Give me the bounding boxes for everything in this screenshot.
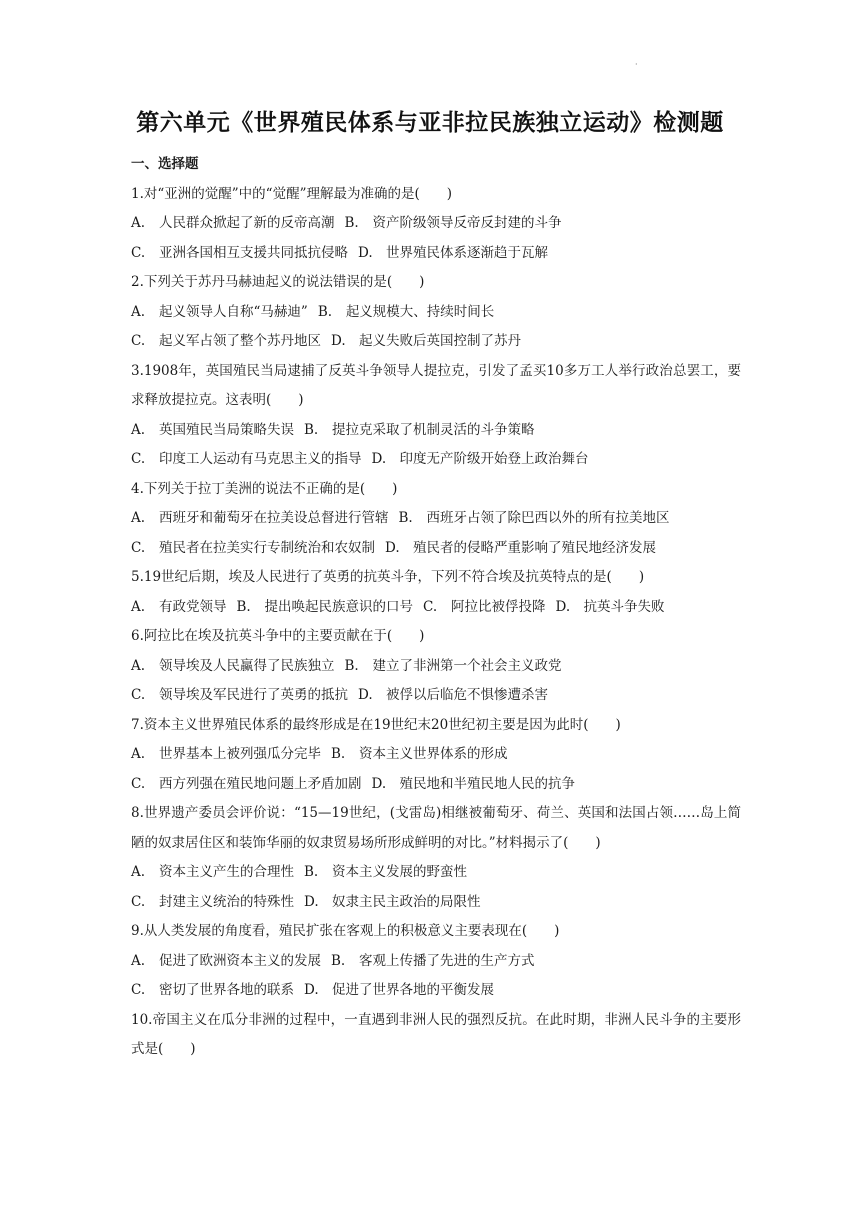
question-stem: 4.下列关于拉丁美洲的说法不正确的是( ) (131, 480, 398, 497)
question-stem: 8.世界遗产委员会评价说：“15—19世纪，(戈雷岛)相继被葡萄牙、荷兰、英国和法国占领……岛上简陋的奴隶居住区和装饰华丽的奴隶贸易场所形成鲜明的对比。”材料揭示了( ) (131, 805, 741, 851)
option-text: 殖民者的侵略严重影响了殖民地经济发展 (413, 539, 656, 556)
option-letter: D. (304, 893, 319, 910)
option-letter: B. (331, 952, 346, 969)
option-letter: C. (423, 598, 438, 615)
option-row (131, 770, 741, 800)
option-letter: A. (131, 421, 146, 438)
option-letter: A. (131, 952, 146, 969)
question-item (131, 1006, 741, 1065)
option-text: 起义规模大、持续时间长 (345, 303, 495, 320)
option-letter: C. (131, 893, 146, 910)
option-letter: B. (304, 864, 319, 880)
option-letter: B. (317, 303, 333, 320)
option-text: 资本主义产生的合理性 (159, 864, 294, 880)
option-text: 人民群众掀起了新的反帝高潮 (159, 215, 335, 231)
option-row (131, 976, 741, 1006)
option-letter: A. (131, 215, 146, 231)
option-letter: D. (371, 451, 387, 467)
option-text: 世界基本上被列强瓜分完毕 (159, 746, 321, 762)
option-row (131, 681, 741, 711)
option-row (131, 740, 741, 770)
option-letter: D. (385, 539, 400, 556)
question-item (131, 711, 741, 800)
option-row (131, 327, 741, 357)
section-heading: 一、选择题 (131, 156, 199, 172)
question-list (131, 150, 741, 1065)
question-item (131, 268, 741, 357)
option-letter: C. (131, 775, 146, 792)
option-text: 印度工人运动有马克思主义的指导 (159, 451, 362, 467)
option-row (131, 239, 741, 269)
option-text: 资本主义发展的野蛮性 (332, 864, 467, 880)
option-row (131, 445, 741, 475)
option-text: 促进了欧洲资本主义的发展 (159, 952, 321, 969)
option-text: 起义军占领了整个苏丹地区 (159, 333, 321, 349)
question-item (131, 917, 741, 1006)
option-letter: C. (131, 539, 146, 556)
question-stem: 6.阿拉比在埃及抗英斗争中的主要贡献在于( ) (131, 628, 425, 644)
option-text: 殖民者在拉美实行专制统治和农奴制 (159, 539, 375, 556)
option-text: 客观上传播了先进的生产方式 (359, 952, 535, 969)
option-row (131, 209, 741, 239)
option-text: 亚洲各国相互支援共同抵抗侵略 (159, 244, 348, 261)
option-text: 起义领导人自称“马赫迪” (159, 303, 308, 320)
option-text: 起义失败后英国控制了苏丹 (359, 333, 521, 349)
option-letter: A. (131, 864, 146, 880)
option-text: 建立了非洲第一个社会主义政党 (372, 657, 562, 674)
option-text: 领导埃及军民进行了英勇的抵抗 (159, 687, 348, 703)
option-text: 封建主义统治的特殊性 (159, 893, 294, 910)
option-text: 英国殖民当局策略失误 (159, 421, 294, 438)
option-letter: C. (131, 333, 146, 349)
option-row (131, 504, 741, 534)
option-letter: C. (131, 244, 146, 261)
option-letter: A. (131, 746, 146, 762)
option-letter: D. (331, 333, 346, 349)
option-text: 西班牙和葡萄牙在拉美设总督进行管辖 (159, 510, 389, 526)
option-letter: D. (358, 244, 373, 261)
option-text: 殖民地和半殖民地人民的抗争 (399, 775, 575, 792)
questions-container (131, 180, 741, 1065)
option-letter: D. (371, 775, 387, 792)
option-text: 西方列强在殖民地问题上矛盾加剧 (159, 775, 362, 792)
option-letter: B. (304, 421, 319, 438)
option-text: 领导埃及人民赢得了民族独立 (159, 657, 335, 674)
question-stem: 1.对“亚洲的觉醒”中的“觉醒”理解最为准确的是( ) (131, 185, 453, 202)
question-item (131, 799, 741, 917)
option-letter: C. (131, 451, 146, 467)
page-title: 第六单元《世界殖民体系与亚非拉民族独立运动》检测题 (136, 110, 724, 136)
option-letter: A. (131, 303, 146, 320)
question-stem: 3.1908年，英国殖民当局逮捕了反英斗争领导人提拉克，引发了孟买10多万工人举行政治总罢工，要求释放提拉克。这表明( ) (131, 362, 741, 408)
option-text: 被俘以后临危不惧惨遭杀害 (386, 687, 548, 703)
option-row (131, 858, 741, 888)
option-letter: B. (331, 746, 346, 762)
question-stem: 5.19世纪后期，埃及人民进行了英勇的抗英斗争，下列不符合埃及抗英特点的是( ) (131, 569, 645, 585)
option-text: 提出唤起民族意识的口号 (264, 598, 413, 615)
option-letter: D. (304, 982, 319, 998)
question-item (131, 563, 741, 622)
option-text: 抗英斗争失败 (583, 598, 665, 615)
option-row (131, 652, 741, 682)
question-stem: 9.从人类发展的角度看，殖民扩张在客观上的积极意义主要表现在( ) (131, 923, 560, 939)
option-text: 提拉克采取了机制灵活的斗争策略 (332, 421, 535, 438)
option-row (131, 416, 741, 446)
option-text: 西班牙占领了除巴西以外的所有拉美地区 (426, 510, 670, 526)
option-text: 阿拉比被俘投降 (451, 598, 546, 615)
option-letter: A. (131, 657, 146, 674)
option-letter: D. (358, 687, 373, 703)
question-stem: 7.资本主义世界殖民体系的最终形成是在19世纪末20世纪初主要是因为此时( ) (131, 716, 621, 733)
option-text: 有政党领导 (159, 598, 227, 615)
option-text: 促进了世界各地的平衡发展 (332, 982, 494, 998)
option-text: 资本主义世界体系的形成 (359, 746, 508, 762)
option-text: 印度无产阶级开始登上政治舞台 (399, 451, 589, 467)
question-item (131, 475, 741, 564)
question-item (131, 622, 741, 711)
option-letter: A. (131, 510, 146, 526)
question-item (131, 180, 741, 269)
option-row (131, 947, 741, 977)
option-text: 奴隶主民主政治的局限性 (332, 893, 481, 910)
option-text: 世界殖民体系逐渐趋于瓦解 (386, 244, 548, 261)
question-stem: 2.下列关于苏丹马赫迪起义的说法错误的是( ) (131, 274, 425, 290)
option-text: 密切了世界各地的联系 (159, 982, 294, 998)
page-marker: · (635, 60, 638, 69)
question-stem: 10.帝国主义在瓜分非洲的过程中，一直遇到非洲人民的强烈反抗。在此时期，非洲人民斗争的主要形式是( ) (131, 1011, 741, 1057)
option-letter: B. (236, 598, 251, 615)
option-letter: A. (131, 598, 146, 615)
option-letter: C. (131, 687, 146, 703)
option-row (131, 298, 741, 328)
option-row (131, 593, 741, 623)
option-letter: B. (398, 510, 413, 526)
option-letter: C. (131, 982, 146, 998)
option-letter: D. (555, 598, 571, 615)
option-letter: B. (344, 657, 359, 674)
option-letter: B. (344, 215, 359, 231)
option-row (131, 888, 741, 918)
question-item (131, 357, 741, 475)
option-row (131, 534, 741, 564)
option-text: 资产阶级领导反帝反封建的斗争 (372, 215, 562, 231)
